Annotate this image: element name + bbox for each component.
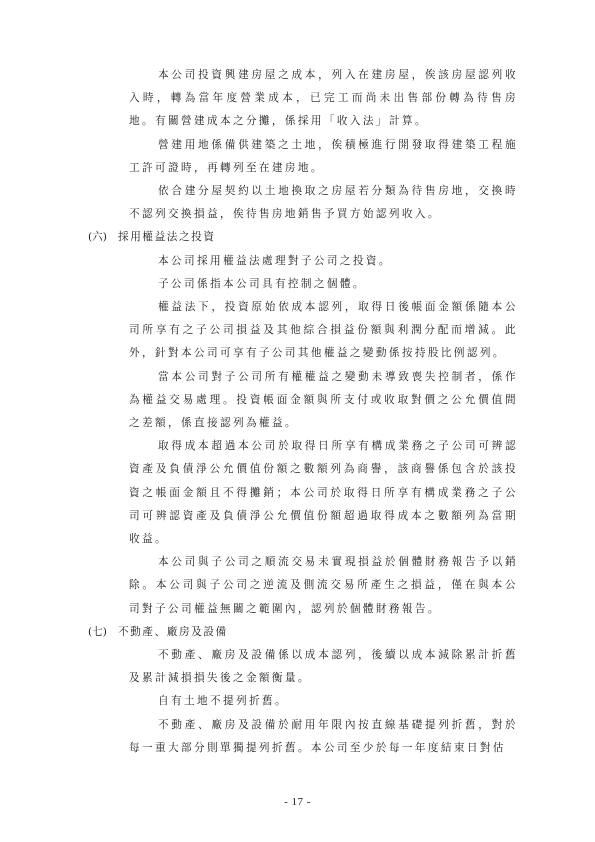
paragraph-ppe-1: 不動產、廠房及設備係以成本認列，後續以成本減除累計折舊及累計減損損失後之金額衡量。 [129,649,518,685]
section-heading-ppe [88,621,506,644]
section-title: 採用權益法之投資 [118,231,216,244]
paragraph-equity-method-4: 當本公司對子公司所有權權益之變動未導致喪失控制者，係作為權益交易處理。投資帳面金額與所支付或收取對價之公允價值間之差額，係直接認列為權益。 [129,370,518,430]
paragraph-equity-method-1: 本公司採用權益法處理對子公司之投資。 [158,254,392,267]
paragraph-construction-cost: 本公司投資興建房屋之成本，列入在建房屋，俟該房屋認列收入時，轉為當年度營業成本，已完工而尚未出售部份轉為待售房地。有關營建成本之分攤，係採用「收入法」計算。 [129,69,518,128]
paragraph-joint-construction: 依合建分屋契約以土地換取之房屋若分類為待售房地，交換時不認列交換損益，俟待售房地銷售予買方始認列收入。 [129,185,518,221]
section-number: (六) [88,231,107,244]
paragraph-ppe-2: 自有土地不提列折舊。 [158,695,288,708]
paragraph-equity-method-3: 權益法下，投資原始依成本認列，取得日後帳面金額係隨本公司所享有之子公司損益及其他綜合損益份額與利潤分配而增減。此外，針對本公司可享有子公司其他權益之變動係按持股比例認列。 [129,301,518,360]
paragraph-equity-method-6: 本公司與子公司之順流交易未實現損益於個體財務報告予以銷除。本公司與子公司之逆流及側流交易所產生之損益，僅在與本公司對子公司權益無關之範圍內，認列於個體財務報告。 [129,556,518,615]
page-number: - 17 - [284,796,311,808]
document-body [88,64,518,760]
paragraph-equity-method-5: 取得成本超過本公司於取得日所享有構成業務之子公司可辨認資產及負債淨公允價值份額之數額列為商譽，該商譽係包含於該投資之帳面金額且不得攤銷；本公司於取得日所享有構成業務之子公司可辨認資產及負債淨公允價值份額超過取得成本之數額列為當期收益。 [129,440,518,546]
section-number: (七) [88,625,107,638]
paragraph-construction-land: 營建用地係備供建築之土地，俟積極進行開發取得建築工程施工許可證時，再轉列至在建房地。 [129,138,518,174]
paragraph-ppe-3: 不動產、廠房及設備於耐用年限內按直線基礎提列折舊，對於每一重大部分則單獨提列折舊。本公司至少於每一年度結束日對估 [129,718,518,754]
section-heading-equity-method [88,226,506,249]
paragraph-equity-method-2: 子公司係指本公司具有控制之個體。 [158,277,366,290]
section-title: 不動產、廠房及設備 [118,625,228,638]
